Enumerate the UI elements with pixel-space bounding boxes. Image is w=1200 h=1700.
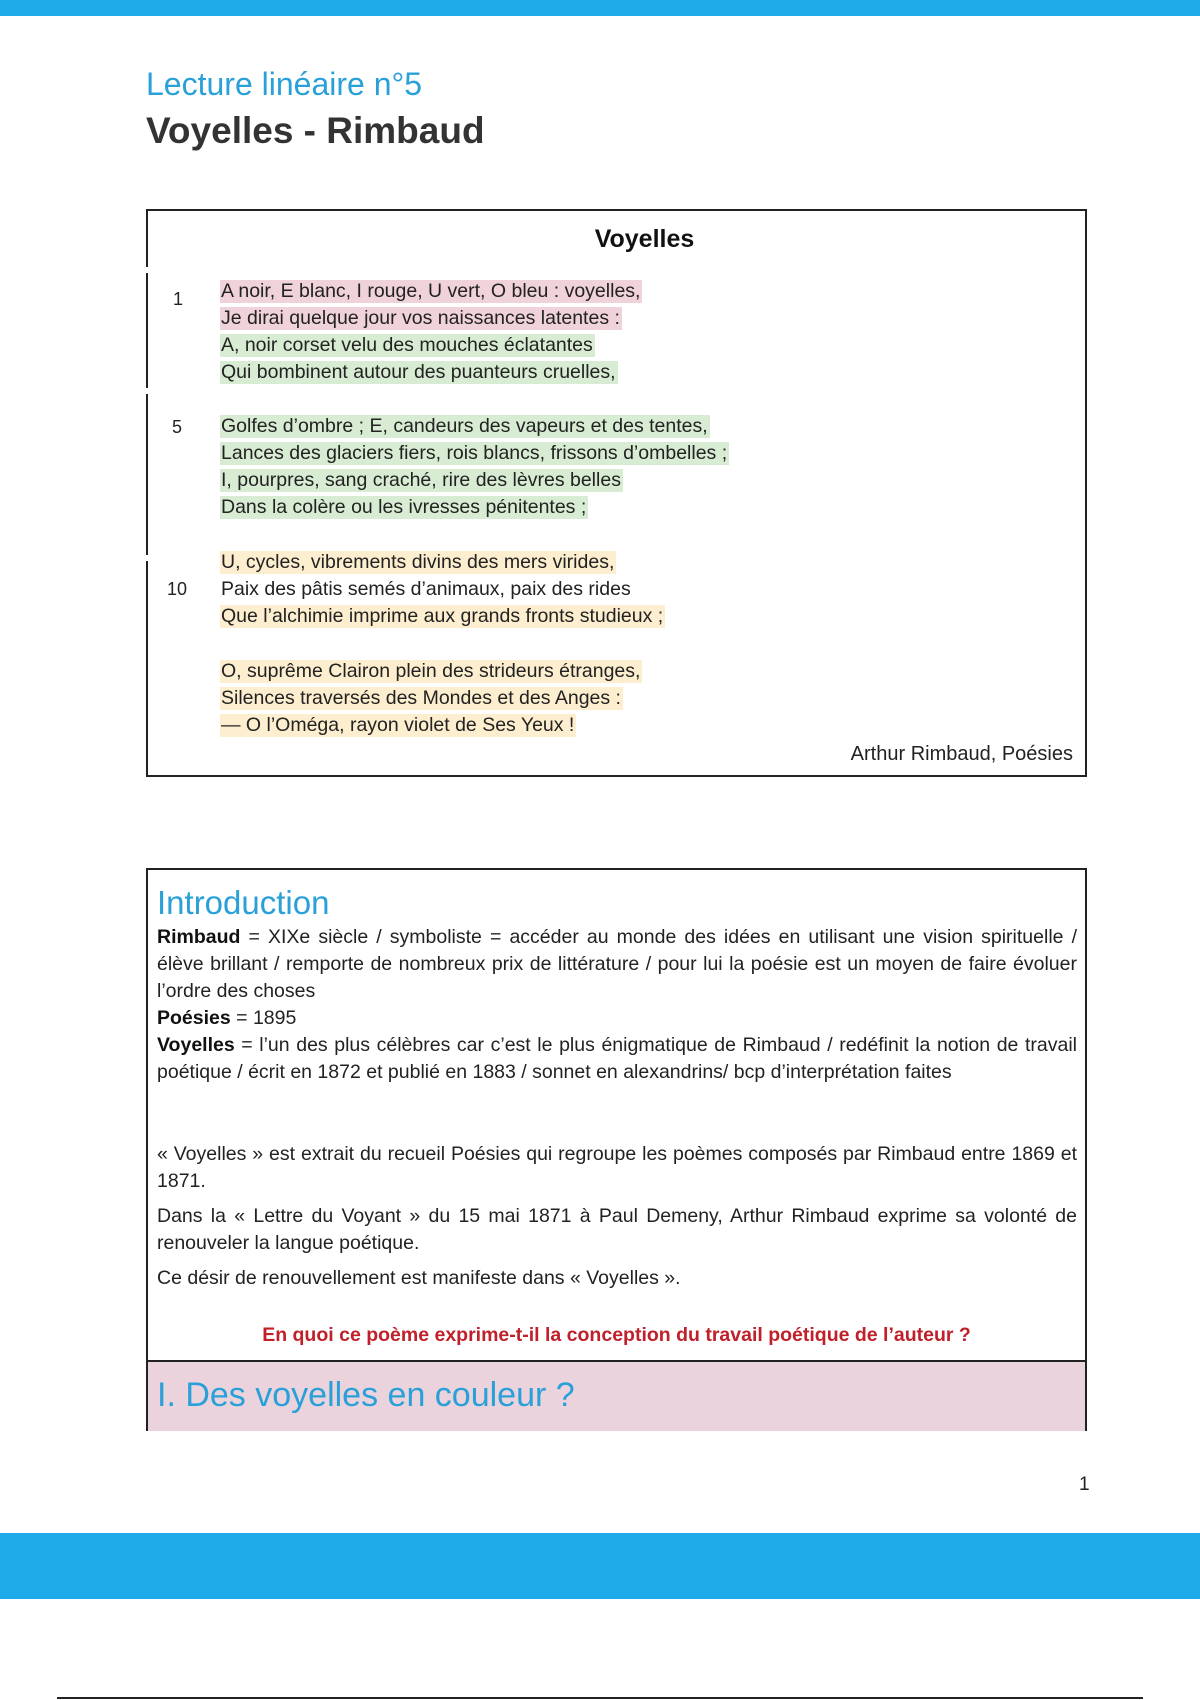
poem-title: Voyelles (594, 225, 695, 253)
term-label: Voyelles (157, 1034, 235, 1056)
bottom-accent-bar (0, 1533, 1200, 1599)
verse-text: Golfes d’ombre ; E, candeurs des vapeurs et des tentes, (221, 415, 708, 437)
border-gap (145, 267, 149, 273)
verse-text: Paix des pâtis semés d’animaux, paix des rides (221, 578, 631, 600)
intro-paragraph: Ce désir de renouvellement est manifeste dans « Voyelles ». (157, 1267, 681, 1289)
border-gap (145, 555, 149, 561)
intro-paragraph: « Voyelles » est extrait du recueil Poésies qui regroupe les poèmes composés par Rimbaud entre 1869 et 1871. (157, 1143, 1077, 1192)
verse-text: Dans la colère ou les ivresses pénitentes ; (221, 496, 587, 518)
term-label: Poésies (157, 1007, 231, 1029)
poem-verse (220, 713, 576, 737)
poem-verse (220, 279, 642, 303)
intro-poesies-paragraph (157, 1005, 1077, 1032)
verse-text: Je dirai quelque jour vos naissances latentes : (221, 307, 620, 329)
poem-box (146, 209, 1087, 777)
bottom-divider (57, 1697, 1143, 1699)
verse-text: A, noir corset velu des mouches éclatantes (221, 334, 593, 356)
poem-verse (220, 686, 623, 710)
document-subtitle: Lecture linéaire n°5 (146, 66, 423, 102)
verse-text: Qui bombinent autour des puanteurs cruelles, (221, 361, 616, 383)
border-gap (145, 388, 149, 394)
line-number: 1 (173, 289, 184, 309)
term-text: = l’un des plus célèbres car c’est le plus énigmatique de Rimbaud / redéfinit la notion de travail poétique / écrit en 1872 et publié en 1883 / sonnet en alexandrins/ bcp d’interprétation faites (157, 1034, 1077, 1083)
poem-verse (220, 441, 729, 465)
verse-text: A noir, E blanc, I rouge, U vert, O bleu : voyelles, (221, 280, 641, 302)
poem-verse (220, 468, 623, 492)
introduction-box (146, 868, 1087, 1431)
problematic-question: En quoi ce poème exprime-t-il la conception du travail poétique de l’auteur ? (262, 1324, 971, 1346)
poem-verse (220, 333, 595, 357)
verse-text: O, suprême Clairon plein des strideurs étranges, (221, 660, 641, 682)
poem-verse (220, 659, 642, 683)
poem-verse (220, 360, 618, 384)
poem-verse (220, 550, 616, 574)
verse-text: Silences traversés des Mondes et des Anges : (221, 687, 621, 709)
line-number: 10 (167, 579, 188, 599)
section-band (148, 1360, 1085, 1431)
verse-text: U, cycles, vibrements divins des mers virides, (221, 551, 615, 573)
poem-verse (220, 306, 622, 330)
page-number: 1 (1079, 1474, 1090, 1495)
term-text: = 1895 (230, 1007, 297, 1029)
verse-text: I, pourpres, sang craché, rire des lèvres belles (221, 469, 621, 491)
line-number: 5 (172, 417, 183, 437)
poem-verse (220, 604, 665, 628)
intro-voyelles-paragraph (157, 1032, 1077, 1086)
poem-verse (220, 577, 633, 601)
term-label: Rimbaud (157, 926, 241, 948)
verse-text: Que l’alchimie imprime aux grands fronts studieux ; (221, 605, 664, 627)
intro-heading: Introduction (157, 884, 330, 921)
poem-verse (220, 414, 710, 438)
poem-attribution: Arthur Rimbaud, Poésies (850, 743, 1073, 765)
term-text: = XIXe siècle / symboliste = accéder au monde des idées en utilisant une vision spirituelle / élève brillant / remporte de nombreux prix de littérature / pour lui la poésie est un moyen de faire évoluer l’ordre des choses (157, 926, 1077, 1002)
verse-text: Lances des glaciers fiers, rois blancs, frissons d’ombelles ; (221, 442, 728, 464)
poem-verse (220, 495, 588, 519)
intro-rimbaud-paragraph (157, 924, 1077, 1005)
intro-paragraph: Dans la « Lettre du Voyant » du 15 mai 1871 à Paul Demeny, Arthur Rimbaud exprime sa volonté de renouveler la langue poétique. (157, 1205, 1077, 1254)
verse-text: — O l’Oméga, rayon violet de Ses Yeux ! (221, 714, 575, 736)
top-accent-bar (0, 0, 1200, 16)
document-title: Voyelles - Rimbaud (146, 110, 485, 151)
section-title: I. Des voyelles en couleur ? (157, 1376, 575, 1414)
